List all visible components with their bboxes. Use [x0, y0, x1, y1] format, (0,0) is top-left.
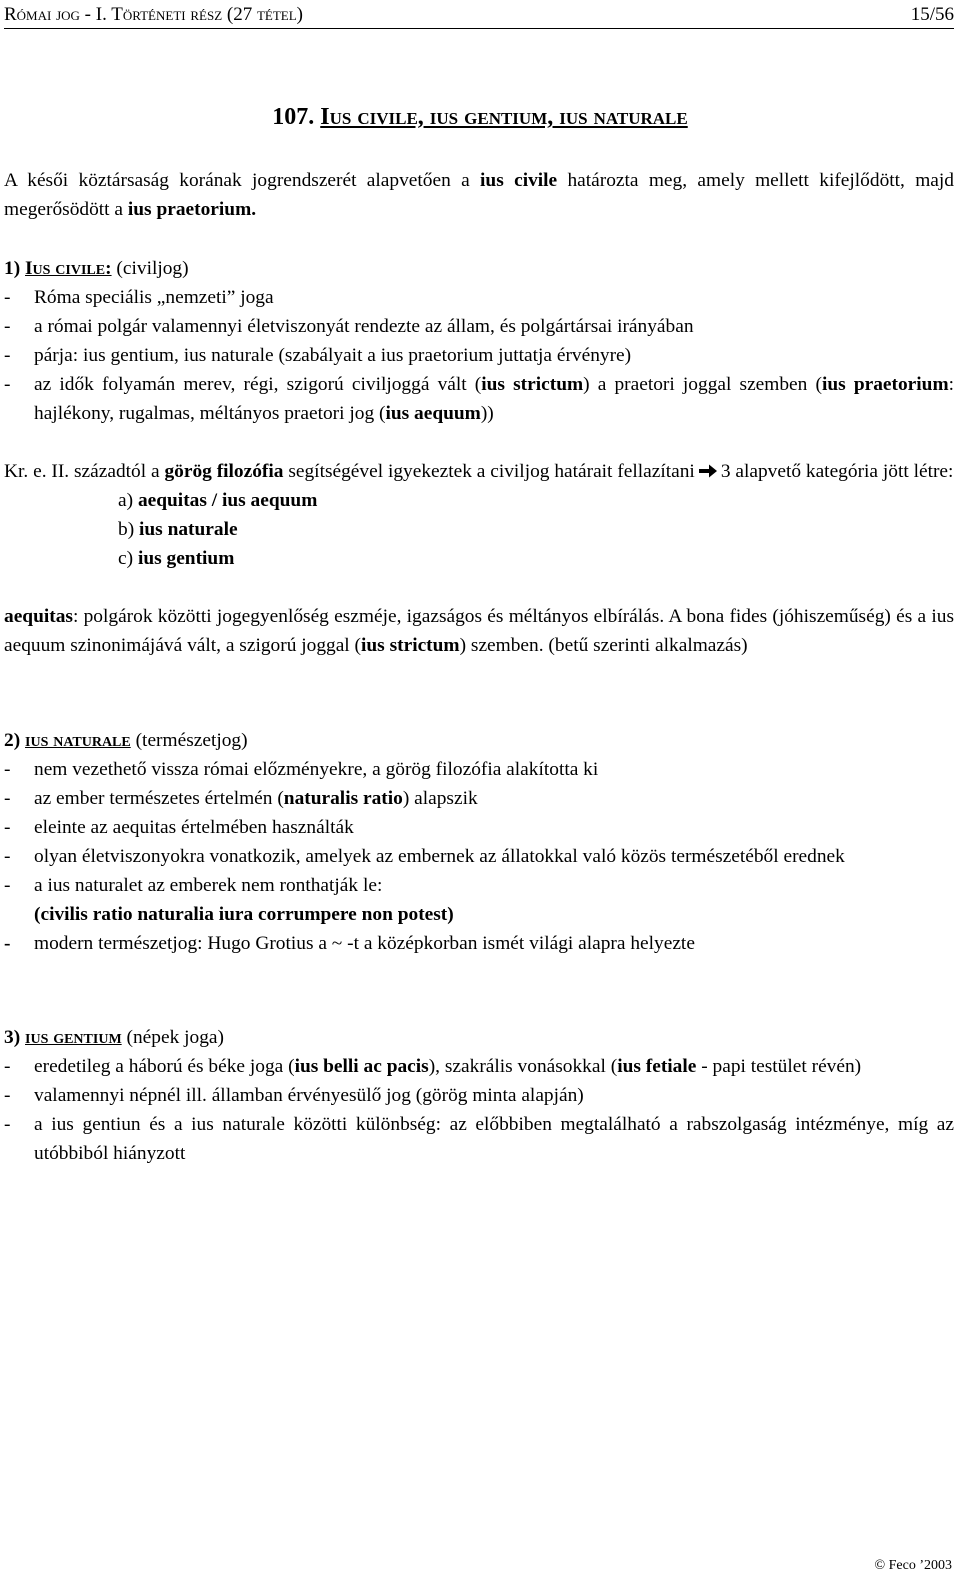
document-body — [4, 166, 954, 1168]
list-item: - a ius naturalet az emberek nem ronthatják le: (civilis ratio naturalia iura corrumpere non potest) — [4, 875, 454, 925]
kr-paragraph: Kr. e. II. századtól a görög filozófia segítségével igyekeztek a civiljog határait fellazítani 3 alapvető kategória jött létre: — [4, 461, 954, 482]
copyright-footer: © Feco ’2003 — [874, 1558, 952, 1573]
category-b: b) ius naturale — [118, 519, 238, 540]
list-item: - a ius gentiun és a ius naturale közötti különbség: az előbbiben megtalálható a rabszolgaság intézménye, míg az utóbbiból hiányzott — [4, 1114, 954, 1164]
list-item: - modern természetjog: Hugo Grotius a ~ -t a középkorban ismét világi alapra helyezte — [4, 933, 695, 954]
category-a: a) aequitas / ius aequum — [118, 490, 318, 511]
list-item: - a római polgár valamennyi életviszonyát rendezte az állam, és polgártársai irányában — [4, 316, 694, 337]
section-title-text: Ius civile, ius gentium, ius naturale — [320, 104, 688, 130]
list-item: - párja: ius gentium, ius naturale (szabályait a ius praetorium juttatja érvényre) — [4, 345, 632, 366]
list-item: - olyan életviszonyokra vonatkozik, amelyek az embernek az állatokkal való közös természetéből erednek — [4, 846, 845, 867]
list-item: - nem vezethető vissza római előzményekre, a görög filozófia alakította ki — [4, 759, 599, 780]
intro-paragraph: A késői köztársaság korának jogrendszerét alapvetően a ius civile határozta meg, amely mellett kifejlődött, majd megerősödött a ius praetorium. — [4, 170, 954, 220]
ius-naturale-heading: 2) ius naturale (természetjog) — [4, 730, 248, 751]
page-number: 15/56 — [910, 4, 954, 25]
list-item: - az idők folyamán merev, régi, szigorú civiljoggá vált (ius strictum) a praetori joggal szemben (ius praetorium: hajlékony, rugalmas, méltányos praetori jog (ius aequum)) — [4, 374, 954, 424]
section-title — [0, 102, 960, 132]
ius-civile-heading: 1) Ius civile: (civiljog) — [4, 258, 189, 279]
ius-gentium-heading: 3) ius gentium (népek joga) — [4, 1027, 224, 1048]
page-header — [4, 2, 954, 29]
header-title: Római jog - I. Történeti rész (27 tétel) — [4, 4, 303, 25]
list-item: - az ember természetes értelmén (naturalis ratio) alapszik — [4, 788, 478, 809]
aequitas-paragraph: aequitas: polgárok közötti jogegyenlőség eszméje, igazságos és méltányos elbírálás. A bona fides (jóhiszeműség) és a ius aequum szinonimájává vált, a szigorú joggal (ius strictum) szemben. (betű szerinti alkalmazás) — [4, 606, 954, 656]
list-item: - eleinte az aequitas értelmében használták — [4, 817, 354, 838]
category-c: c) ius gentium — [118, 548, 235, 569]
list-item: - Róma speciális „nemzeti” joga — [4, 287, 274, 308]
arrow-right-icon — [698, 463, 718, 479]
list-item: - eredetileg a háború és béke joga (ius belli ac pacis), szakrális vonásokkal (ius fetiale - papi testület révén) — [4, 1056, 862, 1077]
section-number: 107. — [272, 104, 315, 130]
list-item: - valamennyi népnél ill. államban érvényesülő jog (görög minta alapján) — [4, 1085, 584, 1106]
